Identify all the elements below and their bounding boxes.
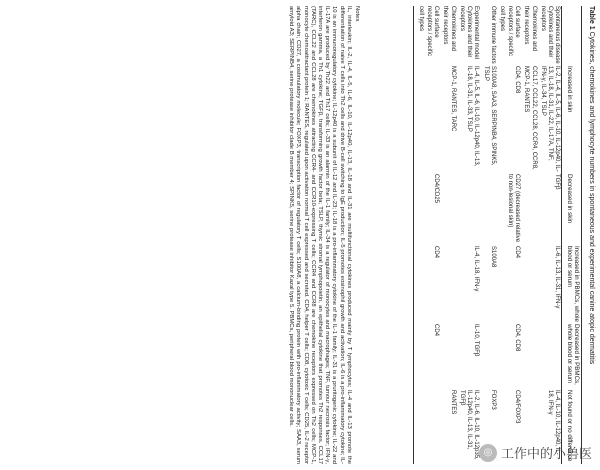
cell-decreased-blood [538,324,562,390]
table-row [457,6,481,464]
watermark [479,443,592,462]
cell-decreased-blood [480,324,497,390]
table-label: Table 1 [588,6,595,30]
row-category: Cell surface receptors / specific cell types [414,6,440,66]
cell-decreased-skin: CD27 (decreased relative to non-lesional skin) [506,174,520,243]
cell-decreased-skin [480,174,497,246]
cell-decreased-skin [521,174,538,246]
cell-increased-skin: IL-2, IL-4, IL-5, IL-6, IL-10, IL-12p40, IL-13, IL-18, IL-31, IL-22, IL-17A, TNF, IFN-γ, IL-34, TSLP [539,66,561,172]
col-header-category [562,6,582,66]
row-category: Chemokines and their receptors [523,6,537,52]
cell-no-difference: CD4/FOXP3 [513,390,520,424]
cell-increased-blood: S100A8 [490,246,497,268]
col-header-increased-blood: Increased in PBMCs, whole blood or serum [562,246,582,324]
cell-decreased-blood: CD4 [414,324,440,390]
table-row [521,6,538,464]
cell-increased-skin: MCP-1, RANTES, TARC [449,66,456,132]
cell-increased-blood [521,246,538,324]
cell-decreased-skin: TGFβ [554,174,561,190]
col-header-decreased-skin: Decreased in skin [562,174,582,246]
table-row [414,6,440,464]
cell-increased-blood: CD4 [513,246,520,259]
row-category: Experimental model Cytokines and their receptors [458,6,480,60]
cell-increased-skin: CD4, CD8 [513,66,520,94]
wechat-logo-icon: ◎ [479,444,497,462]
table-notes [287,6,360,464]
col-header-decreased-blood: Decreased in PBMCs, whole blood or serum [562,324,582,390]
cell-increased-blood: IL-4, IL-18, IFN-γ [473,246,480,292]
watermark-text: 工作中的小兽医 [500,446,592,461]
cell-decreased-skin [440,174,457,246]
row-category: Chemokines and their receptors [442,6,456,52]
cell-increased-skin: CCL17, CCL22, CCL28, CCR4, CCR8, MCP-1, RANTES [523,66,537,170]
cell-no-difference: IL-2, IL-6, IL-10, IL-12p35, IL-12p40, IL-13, IL-31, TGFβ [458,390,480,460]
table-row [440,6,457,464]
table-row [538,6,562,464]
notes-body: IL, interleukin; IL-2, IL-4, IL-5, IL-6, IL-10, IL-12p40, IL-13, IL-18 and IL-31 are multifunctional cytokines produced mainly by T lymphocytes; IL-4 and IL-13 promote the differentiation of naive T cells into Th2 cells and drive B-cell switching to IgE production; IL-5 promotes eosinophil growth and activation; IL-6 is a pro-inflammatory cytokine; IL-10 is an immunoregulatory cytokine; IL-12p40 is a subunit of IL-12 and IL-23; IL-18 is a pro-inflammatory cytokine of the IL-1 family; IL-31 is a pruritogenic cytokine; IL-22 and IL-17A are produced by Th22 and Th17 cells; IL-33 is an alarmin of the IL-1 family; IL-34 is a regulator of monocytes and macrophages; TNF, tumour necrosis factor; IFN-γ, interferon gamma, a Th1 cytokine; TGFβ, transforming growth factor beta; TSLP, thymic stromal lymphopoietin, an epithelial cytokine that promotes Th2 responses. CCL17 (TARC), CCL22 and CCL28 are chemokines attracting CCR4- and CCR10-expressing T cells; CCR4 and CCR8 are chemokine receptors expressed on Th2 cells; MCP-1, monocyte chemoattractant protein 1; RANTES, regulated upon activation normal T cell expressed and secreted. CD4, helper T cells; CD8, cytotoxic T cells; CD25, IL-2 receptor alpha chain; CD27, a costimulatory molecule; FOXP3, transcription factor of regulatory T cells; S100A8, a calcium-binding protein with pro-inflammatory activity; SAA3, serum amyloid A3; SERPINB4, serine protease inhibitor clade B member 4; SPINK5, serine protease inhibitor Kazal type 5. PBMCs, peripheral blood mononuclear cells. [288,6,352,464]
table-body [414,6,562,464]
table-title [588,6,595,466]
cell-decreased-blood: IL-10, TGFβ [473,324,480,357]
table-row [480,6,497,464]
row-category: Spontaneous disease Cytokines and their receptors [539,6,561,64]
header-row [562,6,582,464]
notes-heading: Notes [354,6,360,22]
cell-increased-blood: IL-6, IL-13, IL-31, IFN-γ [554,246,561,309]
col-header-increased-skin: Increased in skin [562,66,582,174]
cell-increased-blood: CD4 [414,246,440,324]
cell-increased-skin: IL-4, IL-5, IL-6, IL-10, IL-12p40, IL-13, IL-18, IL-31, IL-33, TSLP [466,66,480,167]
cell-no-difference: FOXP3 [490,390,497,410]
table-caption: Cytokines, chemokines and lymphocyte numbers in spontaneous and experimental canine atopic dermatitis [588,31,595,365]
table-row [497,6,521,464]
cell-increased-skin [414,66,440,174]
row-category: Cell surface receptors / specific cell types [499,6,520,57]
cell-no-difference [414,390,440,464]
data-table [413,6,582,464]
col-header-no-difference: Not found or no difference [562,390,582,464]
cell-decreased-blood: CD4, CD8 [513,324,520,352]
cell-decreased-blood [440,324,457,390]
cell-decreased-skin: CD4/CD25 [414,174,440,246]
cell-increased-skin: S100A8, SAA3, SERPINB4, SPINK5, TSLP [482,66,497,166]
cell-decreased-blood [521,324,538,390]
cell-increased-blood [440,246,457,324]
cell-decreased-skin [457,174,481,246]
cell-no-difference: RANTES [449,390,456,415]
row-category: Other immune factors [490,6,497,64]
cell-no-difference: IL-4, IL-10, IL-12p40, IL-18, IFN-γ [547,390,561,455]
